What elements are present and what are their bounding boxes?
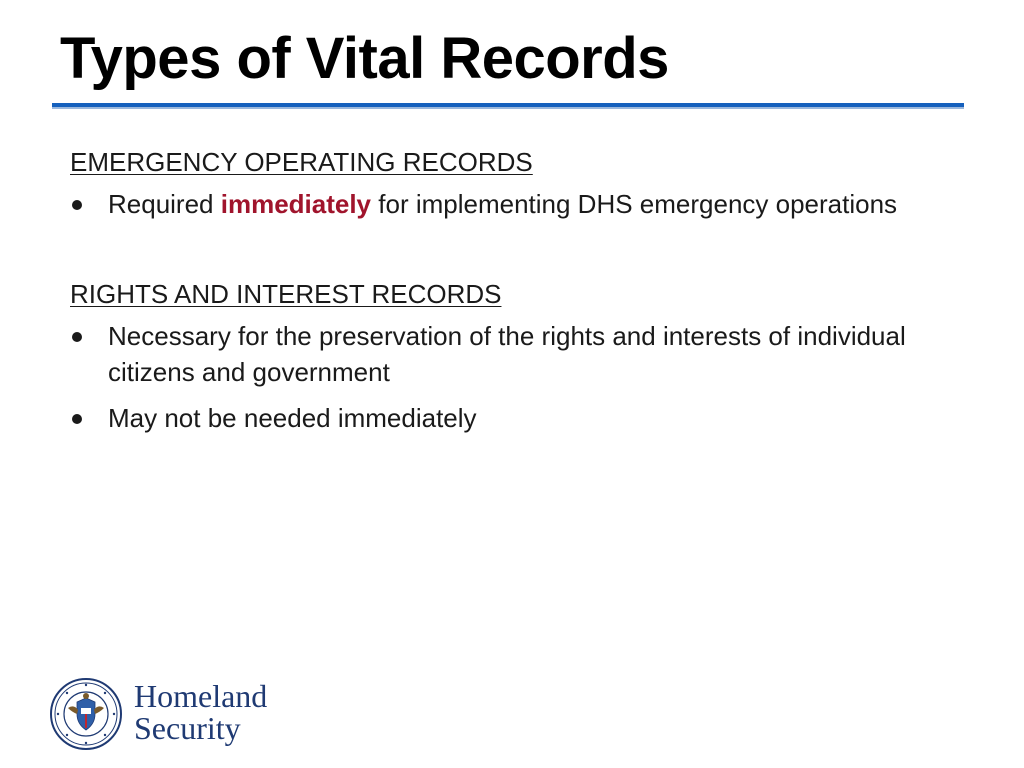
brand-line-homeland: Homeland: [134, 678, 268, 714]
title-divider: [52, 103, 964, 107]
brand-line-security: Security: [134, 710, 241, 746]
bullet-emphasis: immediately: [220, 189, 372, 219]
bullet-item: [70, 318, 950, 390]
bullet-dot-icon: [72, 200, 82, 210]
bullet-list-rights: [70, 318, 950, 436]
slide-title: Types of Vital Records: [60, 26, 669, 91]
bullet-dot-icon: [72, 414, 82, 424]
bullet-text: Necessary for the preservation of the rights and interests of individual citizens and government: [108, 321, 906, 387]
dhs-seal-icon: [50, 678, 122, 750]
bullet-text: May not be needed immediately: [108, 403, 477, 433]
dhs-wordmark: [134, 680, 267, 744]
bullet-item: [70, 186, 950, 222]
bullet-text-post: for implementing DHS emergency operations: [371, 189, 898, 219]
bullet-dot-icon: [72, 332, 82, 342]
bullet-text-pre: Required: [108, 189, 221, 219]
section-heading-rights: RIGHTS AND INTEREST RECORDS: [70, 279, 502, 309]
bullet-item: [70, 400, 950, 436]
section-heading-emergency: EMERGENCY OPERATING RECORDS: [70, 147, 533, 177]
slide-content: [70, 146, 950, 446]
dhs-logo: [50, 674, 310, 754]
section-spacer: [70, 232, 950, 278]
bullet-list-emergency: [70, 186, 950, 222]
